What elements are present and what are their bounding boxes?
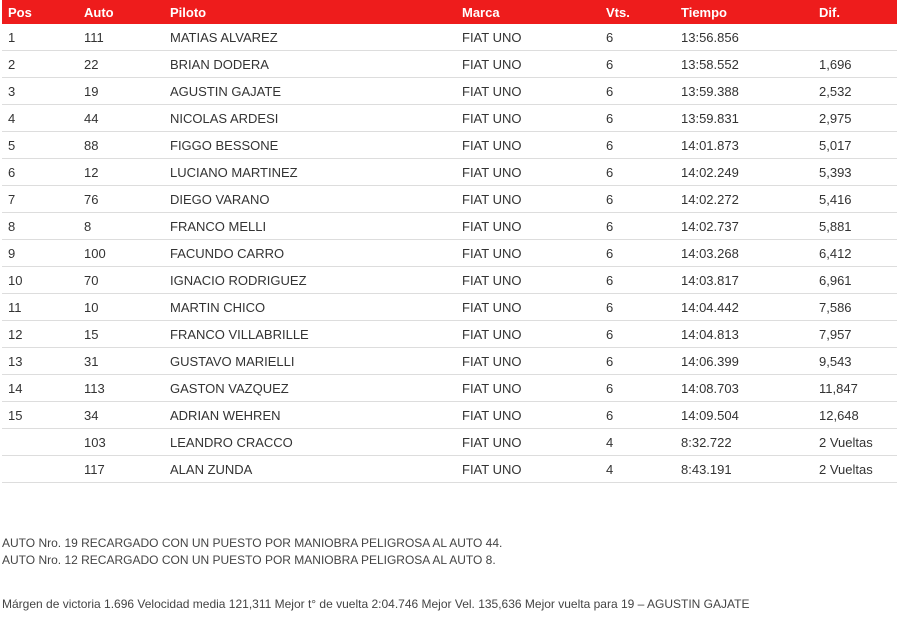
- cell-piloto: MARTIN CHICO: [164, 294, 456, 321]
- table-row: [2, 267, 897, 294]
- cell-vts: 6: [600, 105, 675, 132]
- race-summary-text: Márgen de victoria 1.696 Velocidad media 121,311 Mejor t° de vuelta 2:04.746 Mejor Vel. 135,636 Mejor vuelta para 19 – AGUSTIN GAJATE: [2, 597, 750, 611]
- table-row: [2, 429, 897, 456]
- table-row: [2, 51, 897, 78]
- cell-auto: 103: [78, 429, 164, 456]
- cell-pos: 7: [2, 186, 78, 213]
- cell-marca: FIAT UNO: [456, 429, 600, 456]
- penalty-notes: [2, 535, 502, 569]
- cell-pos: 5: [2, 132, 78, 159]
- cell-dif: 5,393: [813, 159, 897, 186]
- cell-vts: 6: [600, 375, 675, 402]
- cell-marca: FIAT UNO: [456, 78, 600, 105]
- cell-pos: 9: [2, 240, 78, 267]
- cell-vts: 6: [600, 159, 675, 186]
- cell-auto: 111: [78, 24, 164, 51]
- cell-piloto: IGNACIO RODRIGUEZ: [164, 267, 456, 294]
- table-header-row: [2, 0, 897, 24]
- cell-marca: FIAT UNO: [456, 402, 600, 429]
- table-row: [2, 24, 897, 51]
- cell-vts: 6: [600, 78, 675, 105]
- cell-auto: 117: [78, 456, 164, 483]
- cell-dif: 2,975: [813, 105, 897, 132]
- cell-piloto: NICOLAS ARDESI: [164, 105, 456, 132]
- cell-auto: 76: [78, 186, 164, 213]
- cell-piloto: ALAN ZUNDA: [164, 456, 456, 483]
- cell-tiempo: 14:03.817: [675, 267, 813, 294]
- cell-auto: 70: [78, 267, 164, 294]
- cell-piloto: BRIAN DODERA: [164, 51, 456, 78]
- cell-vts: 6: [600, 321, 675, 348]
- cell-dif: 5,881: [813, 213, 897, 240]
- cell-pos: 10: [2, 267, 78, 294]
- cell-piloto: FRANCO MELLI: [164, 213, 456, 240]
- cell-auto: 100: [78, 240, 164, 267]
- table-row: [2, 78, 897, 105]
- table-row: [2, 456, 897, 483]
- table-row: [2, 294, 897, 321]
- cell-tiempo: 13:59.388: [675, 78, 813, 105]
- cell-piloto: AGUSTIN GAJATE: [164, 78, 456, 105]
- cell-marca: FIAT UNO: [456, 294, 600, 321]
- cell-tiempo: 14:04.813: [675, 321, 813, 348]
- cell-auto: 22: [78, 51, 164, 78]
- cell-dif: 5,416: [813, 186, 897, 213]
- cell-tiempo: 14:04.442: [675, 294, 813, 321]
- cell-auto: 19: [78, 78, 164, 105]
- cell-auto: 10: [78, 294, 164, 321]
- header-tiempo: Tiempo: [681, 4, 727, 20]
- cell-pos: [2, 456, 78, 483]
- cell-tiempo: 14:06.399: [675, 348, 813, 375]
- cell-dif: 1,696: [813, 51, 897, 78]
- table-row: [2, 240, 897, 267]
- cell-auto: 8: [78, 213, 164, 240]
- cell-vts: 4: [600, 429, 675, 456]
- cell-tiempo: 14:08.703: [675, 375, 813, 402]
- cell-auto: 12: [78, 159, 164, 186]
- cell-marca: FIAT UNO: [456, 267, 600, 294]
- cell-vts: 6: [600, 132, 675, 159]
- cell-piloto: DIEGO VARANO: [164, 186, 456, 213]
- cell-dif: 2 Vueltas: [813, 456, 897, 483]
- header-marca: Marca: [462, 4, 500, 20]
- table-row: [2, 321, 897, 348]
- cell-vts: 6: [600, 402, 675, 429]
- table-row: [2, 186, 897, 213]
- header-piloto: Piloto: [170, 4, 207, 20]
- cell-pos: 11: [2, 294, 78, 321]
- cell-piloto: FACUNDO CARRO: [164, 240, 456, 267]
- cell-marca: FIAT UNO: [456, 105, 600, 132]
- cell-tiempo: 8:32.722: [675, 429, 813, 456]
- table-row: [2, 132, 897, 159]
- cell-vts: 6: [600, 24, 675, 51]
- cell-auto: 34: [78, 402, 164, 429]
- race-summary: [2, 596, 749, 613]
- cell-marca: FIAT UNO: [456, 240, 600, 267]
- cell-auto: 88: [78, 132, 164, 159]
- cell-marca: FIAT UNO: [456, 375, 600, 402]
- cell-auto: 113: [78, 375, 164, 402]
- cell-marca: FIAT UNO: [456, 159, 600, 186]
- cell-tiempo: 8:43.191: [675, 456, 813, 483]
- table-row: [2, 375, 897, 402]
- penalty-note-2: AUTO Nro. 12 RECARGADO CON UN PUESTO POR MANIOBRA PELIGROSA AL AUTO 8.: [2, 553, 496, 567]
- cell-pos: 1: [2, 24, 78, 51]
- cell-pos: 15: [2, 402, 78, 429]
- cell-auto: 15: [78, 321, 164, 348]
- cell-auto: 31: [78, 348, 164, 375]
- cell-tiempo: 14:02.272: [675, 186, 813, 213]
- table-row: [2, 402, 897, 429]
- table-row: [2, 105, 897, 132]
- cell-marca: FIAT UNO: [456, 456, 600, 483]
- cell-dif: 6,961: [813, 267, 897, 294]
- cell-tiempo: 13:59.831: [675, 105, 813, 132]
- cell-marca: FIAT UNO: [456, 321, 600, 348]
- penalty-note-1: AUTO Nro. 19 RECARGADO CON UN PUESTO POR MANIOBRA PELIGROSA AL AUTO 44.: [2, 536, 503, 550]
- results-table: [2, 0, 897, 483]
- cell-dif: 12,648: [813, 402, 897, 429]
- cell-dif: 5,017: [813, 132, 897, 159]
- cell-vts: 6: [600, 240, 675, 267]
- cell-vts: 6: [600, 294, 675, 321]
- header-vts: Vts.: [606, 4, 630, 20]
- cell-tiempo: 13:56.856: [675, 24, 813, 51]
- cell-marca: FIAT UNO: [456, 132, 600, 159]
- cell-vts: 6: [600, 213, 675, 240]
- cell-marca: FIAT UNO: [456, 186, 600, 213]
- cell-piloto: FIGGO BESSONE: [164, 132, 456, 159]
- cell-pos: 4: [2, 105, 78, 132]
- cell-tiempo: 14:01.873: [675, 132, 813, 159]
- cell-marca: FIAT UNO: [456, 348, 600, 375]
- cell-piloto: ADRIAN WEHREN: [164, 402, 456, 429]
- cell-dif: 7,586: [813, 294, 897, 321]
- cell-piloto: GUSTAVO MARIELLI: [164, 348, 456, 375]
- header-pos: Pos: [8, 4, 32, 20]
- table-row: [2, 159, 897, 186]
- cell-marca: FIAT UNO: [456, 24, 600, 51]
- header-dif: Dif.: [819, 4, 840, 20]
- cell-piloto: GASTON VAZQUEZ: [164, 375, 456, 402]
- cell-pos: 14: [2, 375, 78, 402]
- cell-pos: [2, 429, 78, 456]
- cell-auto: 44: [78, 105, 164, 132]
- cell-piloto: LEANDRO CRACCO: [164, 429, 456, 456]
- cell-dif: 2 Vueltas: [813, 429, 897, 456]
- cell-dif: 6,412: [813, 240, 897, 267]
- cell-piloto: MATIAS ALVAREZ: [164, 24, 456, 51]
- cell-vts: 6: [600, 51, 675, 78]
- table-body: [2, 24, 897, 483]
- cell-tiempo: 14:03.268: [675, 240, 813, 267]
- header-auto: Auto: [84, 4, 114, 20]
- cell-tiempo: 14:02.249: [675, 159, 813, 186]
- cell-vts: 6: [600, 267, 675, 294]
- cell-vts: 4: [600, 456, 675, 483]
- cell-pos: 6: [2, 159, 78, 186]
- cell-tiempo: 13:58.552: [675, 51, 813, 78]
- cell-marca: FIAT UNO: [456, 213, 600, 240]
- table-row: [2, 213, 897, 240]
- cell-dif: [813, 24, 897, 51]
- cell-pos: 8: [2, 213, 78, 240]
- cell-dif: 11,847: [813, 375, 897, 402]
- cell-dif: 2,532: [813, 78, 897, 105]
- cell-pos: 3: [2, 78, 78, 105]
- cell-vts: 6: [600, 348, 675, 375]
- cell-pos: 12: [2, 321, 78, 348]
- table-row: [2, 348, 897, 375]
- cell-marca: FIAT UNO: [456, 51, 600, 78]
- cell-pos: 2: [2, 51, 78, 78]
- cell-tiempo: 14:09.504: [675, 402, 813, 429]
- cell-piloto: LUCIANO MARTINEZ: [164, 159, 456, 186]
- cell-vts: 6: [600, 186, 675, 213]
- cell-piloto: FRANCO VILLABRILLE: [164, 321, 456, 348]
- cell-dif: 9,543: [813, 348, 897, 375]
- cell-pos: 13: [2, 348, 78, 375]
- cell-tiempo: 14:02.737: [675, 213, 813, 240]
- cell-dif: 7,957: [813, 321, 897, 348]
